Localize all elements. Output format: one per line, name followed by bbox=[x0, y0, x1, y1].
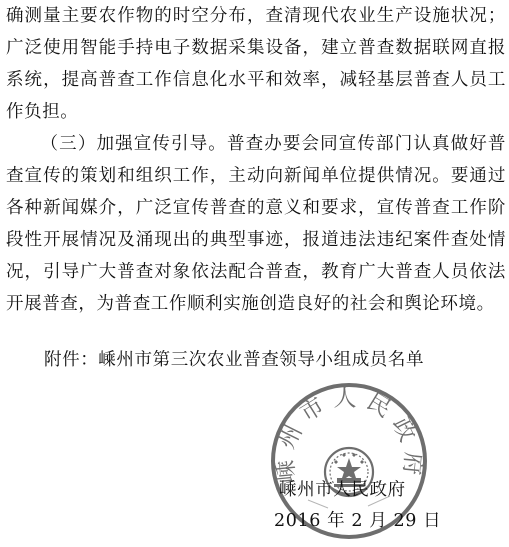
attachment-line: 附件：嵊州市第三次农业普查领导小组成员名单 bbox=[44, 350, 425, 370]
issue-date: 2016 年 2 月 29 日 bbox=[274, 511, 442, 531]
body-paragraph-1: 确测量主要农作物的时空分布，查清现代农业生产设施状况；广泛使用智能手持电子数据采集设备，建立普查数据联网直报系统，提高普查工作信息化水平和效率，减轻基层普查人员工作负担。 bbox=[6, 6, 506, 122]
issuing-authority-signature: 嵊州市人民政府 bbox=[279, 480, 406, 500]
seal-arc-textpath: 嵊州市人民政府 bbox=[271, 385, 427, 485]
body-paragraph-2 bbox=[6, 128, 506, 320]
body-paragraph-2-text: （三）加强宣传引导。普查办要会同宣传部门认真做好普查宣传的策划和组织工作，主动向新闻单位提供情况。要通过各种新闻媒介，广泛宣传普查的意义和要求，宣传普查工作阶段性开展情况及涌现出的典型事迹，报道违法违纪案件查处情况，引导广大普查对象依法配合普查，教育广大普查人员依法开展普查，为普查工作顺利实施创造良好的社会和舆论环境。 bbox=[6, 134, 506, 314]
